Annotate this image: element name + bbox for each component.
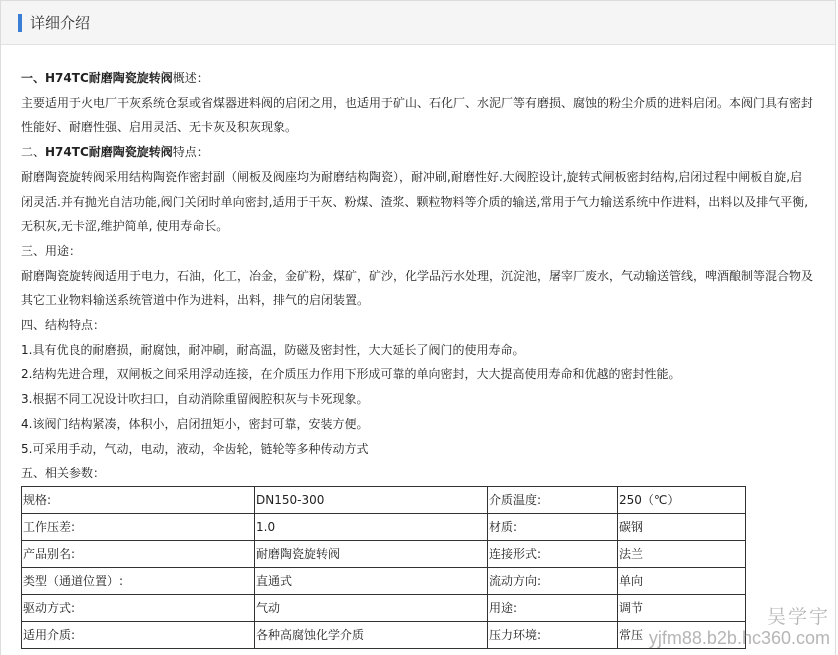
paragraph-line: 闭灵活.并有抛光自洁功能,阀门关闭时单向密封,适用于干灰、粉煤、渣浆、颗粒物料等介质的输送,常用于气力输送系统中作进料，出料以及排气平衡, [21, 194, 809, 209]
list-item: 1.具有优良的耐磨损，耐腐蚀，耐冲刷，耐高温，防磁及密封性，大大延长了阀门的使用寿命。 [21, 342, 525, 357]
paragraph-line: 耐磨陶瓷旋转阀适用于电力，石油，化工，冶金，金矿粉，煤矿，矿沙，化学品污水处理，沉淀池，屠宰厂废水，气动输送管线，啤酒酿制等混合物及 [21, 268, 814, 283]
table-row [22, 621, 746, 648]
paragraph-line: 耐磨陶瓷旋转阀采用结构陶瓷作密封副（闸板及阀座均为耐磨结构陶瓷），耐冲刷,耐磨性好.大阀腔设计,旋转式闸板密封结构,启闭过程中闸板自旋,启 [21, 169, 803, 184]
param-label: 流动方向: [488, 567, 618, 594]
param-label: 产品别名: [22, 540, 255, 567]
table-row [22, 594, 746, 621]
paragraph-line: 无积灰,无卡涩,维护简单, 使用寿命长。 [21, 219, 229, 234]
param-label: 介质温度: [488, 486, 618, 513]
param-label: 类型（通道位置）: [22, 567, 255, 594]
param-label: 用途: [488, 594, 618, 621]
param-value: 1.0 [255, 513, 488, 540]
panel-header [1, 1, 835, 45]
section-5-heading: 五、相关参数： [21, 466, 106, 481]
paragraph-line: 其它工业物料输送系统管道中作为进料，出料，排气的启闭装置。 [21, 293, 370, 308]
param-value: 单向 [618, 567, 746, 594]
watermark-name: 吴学宇 [766, 607, 830, 629]
param-value: 气动 [255, 594, 488, 621]
param-value: 耐磨陶瓷旋转阀 [255, 540, 488, 567]
header-accent-bar [18, 14, 22, 32]
table-row [22, 513, 746, 540]
watermark [649, 608, 830, 649]
list-item: 2.结构先进合理，双闸板之间采用浮动连接，在介质压力作用下形成可靠的单向密封，大大提高使用寿命和优越的密封性能。 [21, 367, 681, 382]
param-label: 适用介质: [22, 621, 255, 648]
param-label: 连接形式: [488, 540, 618, 567]
param-label: 压力环境: [488, 621, 618, 648]
param-label: 工作压差: [22, 513, 255, 540]
param-value: 250（℃） [618, 486, 746, 513]
watermark-url: yjfm88.b2b.hc360.com [648, 628, 830, 649]
param-label: 规格: [22, 486, 255, 513]
param-label: 材质: [488, 513, 618, 540]
section-4-heading: 四、结构特点： [21, 318, 106, 333]
product-name: H74TC耐磨陶瓷旋转阀 [45, 145, 173, 160]
param-value: 各种高腐蚀化学介质 [255, 621, 488, 648]
section-3-heading: 三、用途： [21, 243, 82, 258]
paragraph-line: 性能好、耐磨性强、启用灵活、无卡灰及积灰现象。 [21, 120, 298, 135]
param-label: 驱动方式: [22, 594, 255, 621]
param-value: 碳钢 [618, 513, 746, 540]
param-value: DN150-300 [255, 486, 488, 513]
param-value: 法兰 [618, 540, 746, 567]
paragraph-line: 主要适用于火电厂干灰系统仓泵或省煤器进料阀的启闭之用，也适用于矿山、石化厂、水泥厂等有磨损、腐蚀的粉尘介质的进料启闭。本阀门具有密封 [21, 95, 814, 110]
list-item: 4.该阀门结构紧凑，体积小，启闭扭矩小，密封可靠，安装方便。 [21, 416, 369, 431]
list-item: 3.根据不同工况设计吹扫口，自动消除重留阀腔积灰与卡死现象。 [21, 392, 369, 407]
section-1-heading: 一、H74TC耐磨陶瓷旋转阀概述： [21, 71, 209, 85]
param-value: 常压 [618, 621, 746, 648]
table-row [22, 567, 746, 594]
product-name: H74TC耐磨陶瓷旋转阀 [45, 71, 173, 85]
table-row [22, 486, 746, 513]
table-row [22, 540, 746, 567]
detail-content [21, 66, 821, 649]
list-item: 5.可采用手动，气动，电动，液动，伞齿轮，链轮等多种传动方式 [21, 441, 369, 456]
params-table [21, 486, 746, 649]
section-2-heading: 二、H74TC耐磨陶瓷旋转阀特点： [21, 145, 209, 160]
param-value: 调节 [618, 594, 746, 621]
param-value: 直通式 [255, 567, 488, 594]
panel-title: 详细介绍 [30, 14, 91, 32]
